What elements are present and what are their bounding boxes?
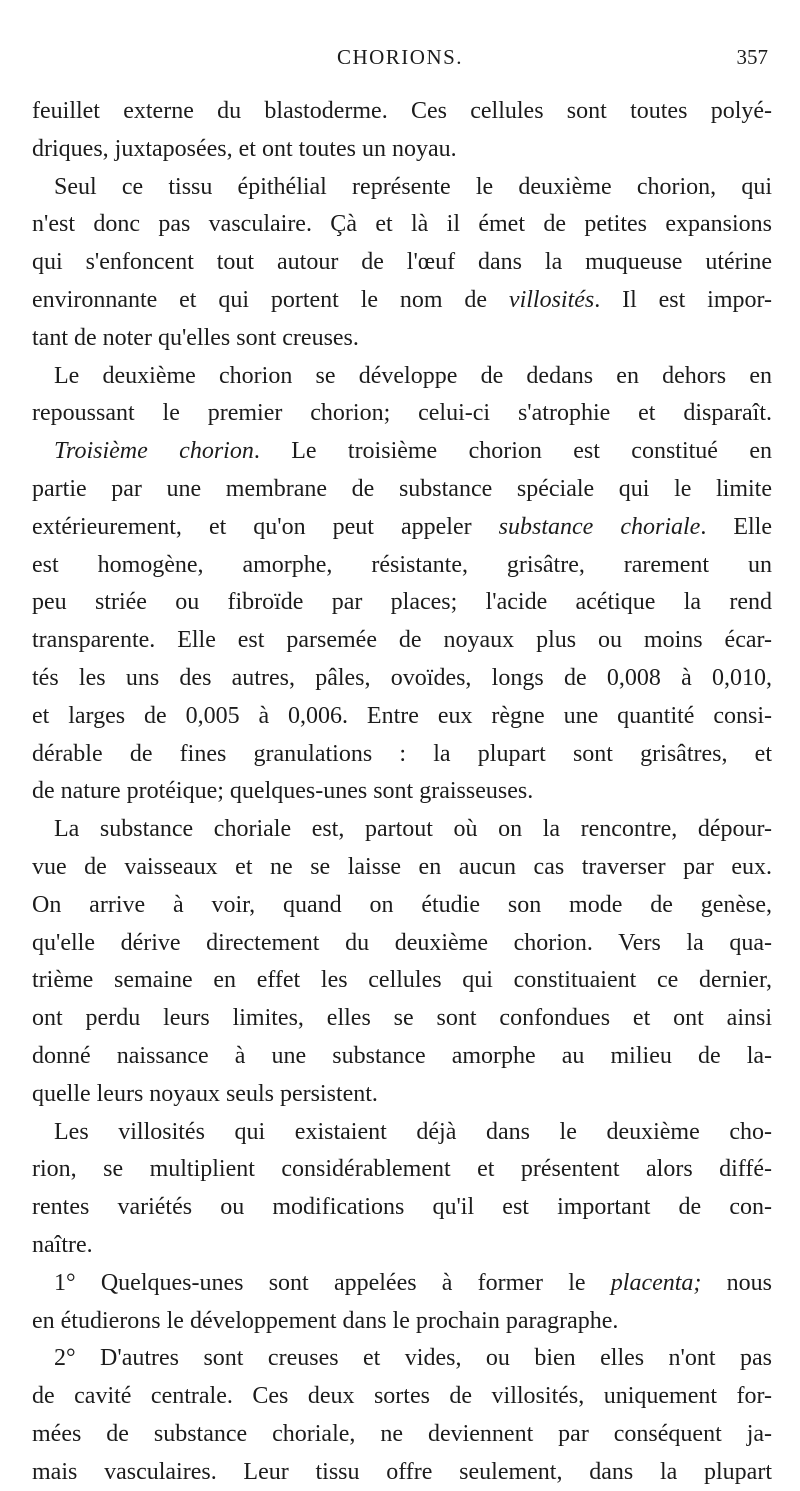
text-line: On arrive à voir, quand on étudie son mode de genèse,	[32, 891, 772, 918]
text-line: La substance choriale est, partout où on la rencontre, dépour-	[54, 816, 772, 843]
text-line: Les villosités qui existaient déjà dans le deuxième cho-	[54, 1118, 772, 1145]
text-line: Le deuxième chorion se développe de dedans en dehors en	[54, 362, 772, 389]
text-line: mées de substance choriale, ne deviennent par conséquent ja-	[32, 1420, 772, 1447]
text-line: environnante et qui portent le nom de villosités. Il est impor-	[32, 286, 772, 313]
text-line: 1° Quelques-unes sont appelées à former le placenta; nous	[54, 1269, 772, 1296]
text-line: tant de noter qu'elles sont creuses.	[32, 324, 359, 351]
text-line: donné naissance à une substance amorphe au milieu de la-	[32, 1042, 772, 1069]
running-head	[32, 40, 768, 74]
page-number: 357	[736, 45, 768, 69]
text-line: qui s'enfoncent tout autour de l'œuf dans la muqueuse utérine	[32, 249, 772, 276]
text-line: partie par une membrane de substance spéciale qui le limite	[32, 475, 772, 502]
text-line: mais vasculaires. Leur tissu offre seulement, dans la plupart	[32, 1458, 772, 1485]
text-line: driques, juxtaposées, et ont toutes un noyau.	[32, 135, 457, 162]
text-line: qu'elle dérive directement du deuxième chorion. Vers la qua-	[32, 929, 772, 956]
text-line: de nature protéique; quelques-unes sont graisseuses.	[32, 778, 534, 805]
running-title: CHORIONS.	[336, 45, 464, 69]
text-line: Troisième chorion. Le troisième chorion est constitué en	[54, 438, 772, 465]
text-line: est homogène, amorphe, résistante, grisâtre, rarement un	[32, 551, 772, 578]
section-heading: Troisième chorion	[54, 438, 254, 465]
text-line: quelle leurs noyaux seuls persistent.	[32, 1080, 378, 1107]
text-line: ont perdu leurs limites, elles se sont confondues et ont ainsi	[32, 1005, 772, 1032]
text-line: feuillet externe du blastoderme. Ces cellules sont toutes polyé-	[32, 98, 772, 124]
text-line: rion, se multiplient considérablement et présentent alors diffé-	[32, 1156, 772, 1183]
body-text	[32, 93, 772, 1491]
text-line: extérieurement, et qu'on peut appeler substance choriale. Elle	[32, 513, 773, 540]
text-line: et larges de 0,005 à 0,006. Entre eux règne une quantité consi-	[32, 702, 772, 729]
text-line: repoussant le premier chorion; celui-ci s'atrophie et disparaît.	[32, 400, 772, 427]
text-line: tés les uns des autres, pâles, ovoïdes, longs de 0,008 à 0,010,	[32, 664, 772, 691]
text-line: 2° D'autres sont creuses et vides, ou bien elles n'ont pas	[54, 1345, 772, 1372]
text-line: vue de vaisseaux et ne se laisse en aucun cas traverser par eux.	[32, 853, 772, 880]
text-line: transparente. Elle est parsemée de noyaux plus ou moins écar-	[32, 627, 772, 654]
italic-term: villosités	[508, 286, 595, 313]
text-line: trième semaine en effet les cellules qui constituaient ce dernier,	[32, 967, 772, 994]
text-line: Seul ce tissu épithélial représente le deuxième chorion, qui	[54, 173, 772, 200]
italic-term: placenta;	[610, 1269, 702, 1296]
text-line: peu striée ou fibroïde par places; l'acide acétique la rend	[32, 589, 772, 616]
text-line: rentes variétés ou modifications qu'il est important de con-	[32, 1194, 772, 1221]
italic-term: substance choriale	[498, 513, 701, 540]
text-line: en étudierons le développement dans le prochain paragraphe.	[32, 1307, 619, 1334]
text-line: dérable de fines granulations : la plupart sont grisâtres, et	[32, 740, 772, 767]
text-line: n'est donc pas vasculaire. Çà et là il émet de petites expansions	[32, 211, 772, 238]
text-line: de cavité centrale. Ces deux sortes de villosités, uniquement for-	[32, 1383, 772, 1410]
text-line: naître.	[32, 1231, 93, 1258]
